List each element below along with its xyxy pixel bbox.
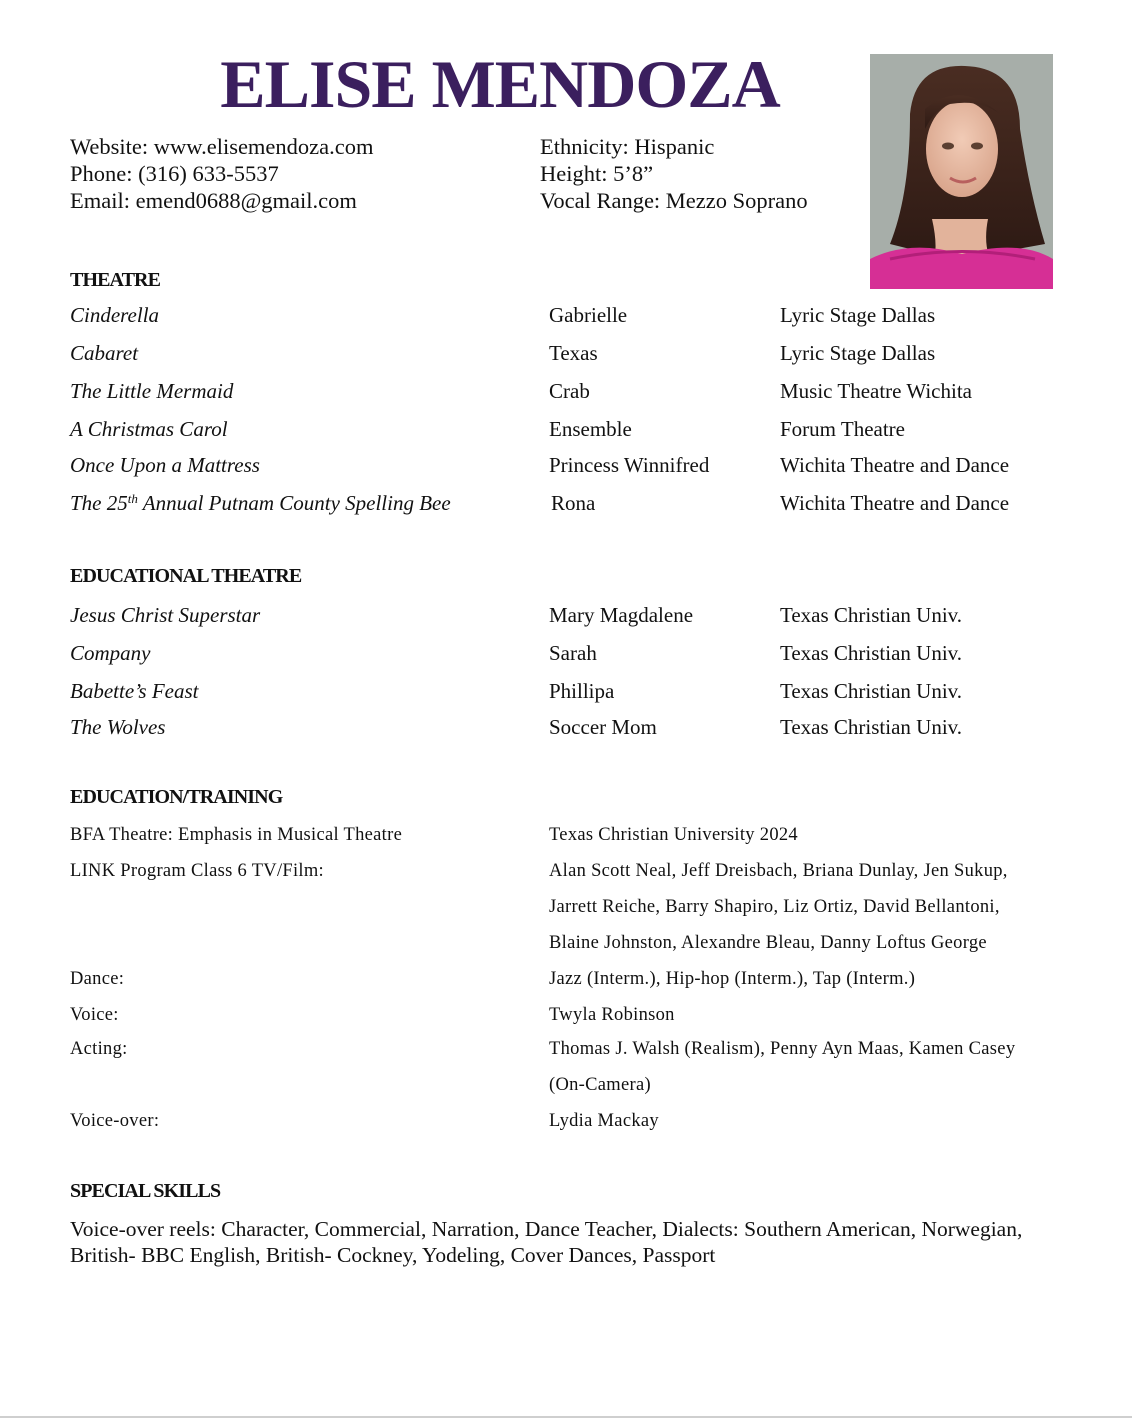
training-label: Dance:	[70, 969, 125, 989]
section-heading-theatre: THEATRE	[70, 269, 161, 291]
headshot-photo	[870, 54, 1053, 289]
section-heading-educational-theatre: EDUCATIONAL THEATRE	[70, 565, 302, 587]
credit-title: The Wolves	[70, 715, 166, 739]
training-detail-line: Lydia Mackay	[549, 1111, 659, 1131]
height-line: Height: 5’8”	[540, 161, 654, 186]
credit-venue: Lyric Stage Dallas	[780, 303, 936, 327]
section-heading-education: EDUCATION/TRAINING	[70, 786, 283, 808]
credit-role: Phillipa	[549, 679, 615, 703]
training-detail-line: Alan Scott Neal, Jeff Dreisbach, Briana Dunlay, Jen Sukup,	[549, 861, 1008, 881]
training-detail-line: Twyla Robinson	[549, 1005, 675, 1025]
credit-role: Soccer Mom	[549, 715, 657, 739]
credit-role: Sarah	[549, 641, 597, 665]
training-label: Voice:	[70, 1005, 119, 1025]
skills-line: Voice-over reels: Character, Commercial, Narration, Dance Teacher, Dialects: Southern American, Norwegian,	[70, 1217, 1023, 1241]
credit-title: Once Upon a Mattress	[70, 453, 260, 477]
training-detail-line: Jarrett Reiche, Barry Shapiro, Liz Ortiz, David Bellantoni,	[549, 897, 1000, 917]
training-detail-line: Jazz (Interm.), Hip-hop (Interm.), Tap (Interm.)	[549, 969, 916, 989]
credit-title: Babette’s Feast	[70, 679, 199, 703]
credit-role: Crab	[549, 379, 590, 403]
training-detail-line: Thomas J. Walsh (Realism), Penny Ayn Maas, Kamen Casey	[549, 1039, 1016, 1059]
training-detail	[549, 961, 915, 997]
credit-venue: Wichita Theatre and Dance	[780, 453, 1010, 477]
credit-title: Company	[70, 641, 151, 665]
actor-name: ELISE MENDOZA	[220, 46, 780, 122]
training-detail	[549, 997, 675, 1033]
credit-title-part: The 25	[70, 491, 128, 515]
training-label: Acting:	[70, 1039, 128, 1059]
training-label: LINK Program Class 6 TV/Film:	[70, 861, 324, 881]
credit-role: Texas	[549, 341, 598, 365]
page-bottom-divider	[0, 1416, 1132, 1418]
credit-venue: Forum Theatre	[780, 417, 905, 441]
training-label: BFA Theatre: Emphasis in Musical Theatre	[70, 825, 403, 845]
training-detail	[549, 853, 1008, 961]
credit-title: The Little Mermaid	[70, 379, 234, 403]
credit-venue: Wichita Theatre and Dance	[780, 491, 1010, 515]
credit-venue: Texas Christian Univ.	[780, 679, 963, 703]
credit-row	[0, 639, 1132, 667]
credit-role: Princess Winnifred	[549, 453, 710, 477]
credit-row	[0, 601, 1132, 629]
website-line: Website: www.elisemendoza.com	[70, 134, 374, 159]
credit-venue: Lyric Stage Dallas	[780, 341, 936, 365]
training-detail-line: (On-Camera)	[549, 1075, 651, 1095]
special-skills-text	[70, 1216, 1070, 1268]
section-heading-skills: SPECIAL SKILLS	[70, 1180, 221, 1202]
credit-title: Cabaret	[70, 341, 139, 365]
credit-role: Gabrielle	[549, 303, 628, 327]
credit-row	[0, 377, 1132, 405]
skills-line: British- BBC English, British- Cockney, Yodeling, Cover Dances, Passport	[70, 1243, 716, 1267]
training-detail	[549, 1103, 659, 1139]
credit-venue: Texas Christian Univ.	[780, 641, 963, 665]
vocal-range-line: Vocal Range: Mezzo Soprano	[540, 188, 808, 213]
physical-info	[540, 133, 808, 214]
credit-role: Ensemble	[549, 417, 632, 441]
credit-venue: Music Theatre Wichita	[780, 379, 972, 403]
credit-row	[0, 489, 1132, 517]
credit-title	[70, 489, 451, 517]
credit-role: Mary Magdalene	[549, 603, 694, 627]
credit-role: Rona	[551, 491, 596, 515]
credit-title-part: Annual Putnam County Spelling Bee	[137, 491, 451, 515]
training-detail	[549, 817, 798, 853]
credit-row	[0, 713, 1132, 741]
credit-row	[0, 301, 1132, 329]
contact-info	[70, 133, 374, 214]
phone-line: Phone: (316) 633-5537	[70, 161, 279, 186]
credit-title: Cinderella	[70, 303, 160, 327]
ethnicity-line: Ethnicity: Hispanic	[540, 134, 715, 159]
credit-venue: Texas Christian Univ.	[780, 715, 963, 739]
credit-venue: Texas Christian Univ.	[780, 603, 963, 627]
credit-title: A Christmas Carol	[70, 417, 228, 441]
credit-row	[0, 451, 1132, 479]
training-detail-line: Blaine Johnston, Alexandre Bleau, Danny Loftus George	[549, 933, 987, 953]
credit-row	[0, 415, 1132, 443]
training-detail-line: Texas Christian University 2024	[549, 825, 798, 845]
training-label: Voice-over:	[70, 1111, 160, 1131]
training-detail	[549, 1031, 1015, 1103]
credit-title: Jesus Christ Superstar	[70, 603, 261, 627]
email-line: Email: emend0688@gmail.com	[70, 188, 357, 213]
credit-row	[0, 677, 1132, 705]
headshot-illustration	[870, 54, 1053, 289]
credit-row	[0, 339, 1132, 367]
ordinal-suffix: th	[127, 491, 138, 506]
